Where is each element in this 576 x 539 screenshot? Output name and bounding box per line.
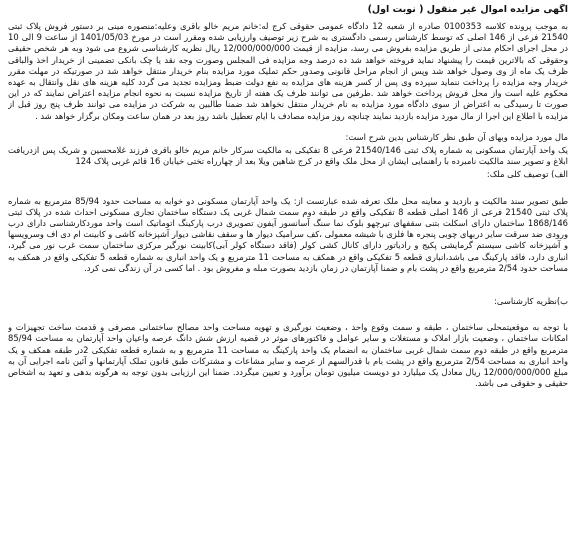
document-title: آگهی مزایده اموال غیر منقول ( نوبت اول)	[367, 4, 568, 15]
expert-opinion-label: ب)نظریه کارشناسی:	[494, 296, 568, 307]
section-heading: مال مورد مزایده وبهای آن طبق نظر کارشناس بدین شرح است:	[345, 131, 568, 142]
property-summary-paragraph: یک واحد آپارتمان مسکونی به شماره پلاک ثبتی 21540/146 فرعی 8 تفکیکی به مالکیت سرکار خانم مریم خالو باقری فرزند غلامحسین و شریک پس ازدریافت ابلاغ و تصویر سند مالکیت نامبرده با راهنمایی ایشان از محل ملک واقع در کرج شاهین ویلا بعد از چهارراه تختی خیابان 16 قائم غربی پلاک 124	[8, 145, 568, 167]
general-description-label: الف) توصیف کلی ملک:	[486, 169, 568, 180]
general-description-paragraph: طبق تصویر سند مالکیت و بازدید و معاینه محل ملک تعرفه شده عبارتست از: یک واحد آپارتمان مسکونی دو خوابه به مساحت حدود 85/94 مترمربع به شماره پلاک ثبتی 21540 فرعی از 146 اصلی قطعه 8 تفکیکی واقع در طبقه دوم سمت شمال غربی یک دستگاه ساختمان تجاری مسکونی احداث شده در پلاک ثبتی 1868/146 ساختمان دارای اسکلت بتنی سقفهای تیرچهو بلوک نما سنگ آسانسور آیفون تصویری درب پارکینگ اتوماتیک است واحد موردکارشناسی دارای درب ورودی ضد سرقت سایر دربهای چوبی پنجره ها فلزی با شیشه معمولی ،کف سرامیک دیوار ها و سقف نقاشی دیوار آشپزخانه کاشی و کابینت ام دی اف وسرویسها و آشپزخانه کاشی سیستم گرمایشی پکیج و رادیاتور دارای کانال کشی کولر (فاقد دستگاه کولر آبی)کابینت نورگیر مرکزی ساختمان سمت غرب نور می گیرد، انباری دارد، فاقد پارکینگ می باشد،انباری قطعه 5 تفکیکی واقع در همکف به مساحت 11 مترمربع و یک واحد انباری به شماره قطعه 5 تفکیکی واقع در همکف به مساحت حدود 2/54 مترمربع واقع در پشت بام و ضمنا آپارتمان در زمان بازدید بصورت مبله و مفروش بود . اما کسی در آن زندگی نمی کرد.	[8, 195, 568, 273]
auction-notice-document	[8, 4, 568, 531]
expert-opinion-paragraph: با توجه به موقعیتمحلی ساختمان ، طبقه و سمت وقوع واحد ، وضعیت نورگیری و تهویه مساحت واحد مصالح ساختمانی مصرفی و قدمت ساخت تجهیزات و امکانات ساختمان ، وضعیت بازار املاک و مستغلات و سایر عوامل و فاکتورهای موثر در قضیه ارزش شش دانگ عرصه واعیان واحد آپارتمان به مساحت 85/94 مترمربع واقع در طبقه دوم سمت شمال غربی ساختمان به انضمام یک واحد پارکینگ به مساحت 11 مترمربع و به شماره قطعه تفکیکی 2در طبقه همکف و یک واحد انباری به مساحت 2/54 مترمربع واقع در پشت بام با قدرالسهم از عرصه و سایر مشاعات و مشترکات طبق قانون تملک آپارتمانها و آئین نامه اجرایی آن به مبلغ 12/000/000/000 ریال معادل یک میلیارد دو دویست میلیون تومان برآورد و تعیین میگردد. ضمنا این ارزیابی بدون توجه به هرگونه بدهی و تعهد به اشخاص حقیقی و حقوقی می باشد.	[8, 322, 568, 389]
intro-paragraph: به موجب پرونده کلاسه 0100353 صادره از شعبه 12 دادگاه عمومی حقوقی کرج له:خانم مریم خالو باقری وعلیه:منصوره مینی بر دستور فروش پلاک ثبتی 21540 فرعی از 146 اصلی که توسط کارشناس رسمی دادگستری به شرح زیر توصیف وارزیابی شده ومقرر است در مورخ 1401/05/03 از ساعت 9 الی 10 در محل اجرای احکام مدنی از طریق مزایده بفروش می رسد، مزایده از قیمت 12/000/000/000 ریال نظریه کارشناسی شروع می شود وبه هر شخص حقیقی وحقوقی که بالاترین قیمت را پیشنهاد نماید فروخته خواهد شد ده درصد وجه مزایده فی المجلس وصورت وجه نقد یا چک بانکی تضمینی از خریدار اخذ والباقی ظرف یک ماه از وی وصول خواهد شد وپس از انجام مراحل قانونی وصدور حکم تملیک مورد مزایده بنام خریدار منتقل خواهد شد در صورتیکه در مهلت مقرر خریدار وجه مزایده را پرداخت ننماید سپرده وی پس از کسر هزینه های مزایده به نفع دولت ضبط ومزایده تجدید می گردد کلیه هزینه های نقل وانتقال به عهده محکوم علیه است واز محل فروش پرداخت خواهد شد .طرفین می توانند ظرف یک هفته از تاریخ مزایده نسبت به نحوه انجام مزایده اعتراض نمایند که در این صورت تا رسیدگی به اعتراض از سوی دادگاه مورد مزایده به نام خریدار منتقل نخواهد شد ضمنا طالبین به شرکت در مزایده می توانند ظرف پنج روز قبل از مزایده با اطلاع این اجرا از مال مورد مزایده بازدید نمایند چنانچه روز مزایده مصادف با ایام تعطیل باشد روز بعد در همان ساعت ومکان برگزار خواهد شد .	[8, 21, 568, 121]
